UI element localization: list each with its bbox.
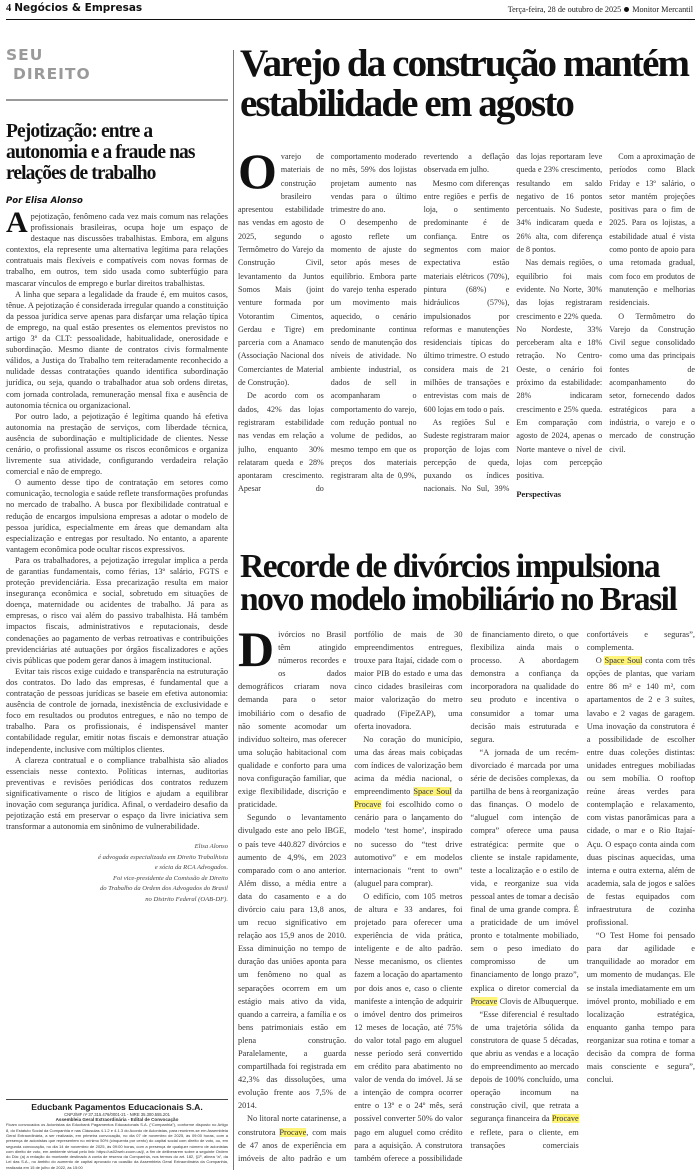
paragraph: No coração do município, uma das áreas mais cobiçadas com índices de valorização bem acima da média nacional, o empreendimento Space Soul da Procave foi escolhido como o cenário para o lançamento do modelo ‘test home’, inspirado no sucesso do “test drive automotivo” e em modelos internacionais “rent to own” (aluguel para comprar). xyxy=(354,734,463,888)
issue-date: Terça-feira, 28 de outubro de 2025 xyxy=(507,5,622,14)
kicker-line: DIREITO xyxy=(13,65,91,83)
paragraph: Mesmo com diferenças entre regiões e perfis de loja, o sentimento predominante é de confiança. Entre os segmentos com maior expectativa estão materiais elétricos (70%), pintura (68%) e hidráulicos (57%), impulsionados por reformas e manutenções residenciais típicas do último trimestre. O estudo considera mais de 21 milhões de transações e entrevistas com mais de 600 lojas em todo o país. xyxy=(423,178,510,414)
paragraph: De acordo com os dados, 42% das lojas registraram estabilidade nas vendas em relação a julho, enquanto 30% relataram queda e 28% apontaram crescimento. Apesar do comportamento moderado no mês, 59% dos lojistas projetam aumento nas vendas para o último trimestre do ano. xyxy=(238,152,417,494)
paragraph: A clareza contratual e o compliance trabalhista são aliados essenciais nesse contexto. Políticas internas, auditorias preventivas e revisões periódicas dos contratos reduzem significativamente o risco de litígios e ajudam a equilibrar inovação com segurança jurídica. Afinal, o verdadeiro desafio da pejotização está em preservar o espaço da livre iniciativa sem transformar a autonomia em sinônimo de vulnerabilidade. xyxy=(6,755,228,832)
paragraph: Por outro lado, a pejotização é legítima quando há efetiva autonomia na prestação de serviços, com liberdade técnica, ausência de subordinação e multiplicidade de clientes. Nesse cenário, o profissional assume os riscos econômicos e organiza livremente sua atividade, configurando verdadeira relação comercial e não de emprego. xyxy=(6,411,228,477)
column-divider xyxy=(233,50,234,1170)
paragraph: No litoral norte catarinense, a construtora Procave, com mais de 47 anos de experiência em imóveis de alto padrão e um portfólio de mais de 30 empreendimentos entregues, trouxe para Itajaí, cidade com o maior PIB do estado e uma das cinco cidades brasileiras com maior valorização do metro quadrado (FipeZAP), uma oferta inovadora. xyxy=(238,630,463,1163)
paragraph: “O Test Home foi pensado para dar agilidade e tranquilidade ao morador em um momento de mudanças. Ele se instala imediatamente em um imóvel pronto, mobiliado e em localização estratégica, enquanto ganha tempo para reorganizar sua rotina e tomar a decisão da compra de forma mais consciente e segura”, conclui. xyxy=(586,931,695,1085)
publication-name: Monitor Mercantil xyxy=(632,5,693,14)
bio-line: e sócia da RCA Advogados. xyxy=(154,864,228,872)
paragraph: O edifício, com 105 metros de altura e 33 andares, foi projetado para oferecer uma experiência de vida prática, inteligente e de alto padrão. Nesse mecanismo, os clientes fazem a locação do apartamento por dois anos e, caso o cliente manifeste a intenção de adquirir o imóvel dentro dos primeiros 12 meses de locação, até 75% do valor total pago em aluguel nesse período será convertido em crédito para abatimento no valor de venda do imóvel. Já se a intenção de compra ocorrer entre o 13º e o 24º mês, será possível converter 50% do valor pago em aluguel como crédito para a aquisição. A construtora também oferece a possibilidade de financiamento direto, o que flexibiliza ainda mais o processo. A abordagem demonstra a confiança da incorporadora na qualidade do seu produto e incentiva o consumidor a tomar uma decisão mais estruturada e segura. xyxy=(354,630,579,1163)
headline-line: estabilidade em agosto xyxy=(240,82,574,125)
bio-line: do Trabalho da Ordem dos Advogados do Brasil xyxy=(99,885,228,893)
bio-line: no Distrito Federal (OAB-DF). xyxy=(145,895,228,903)
bullet-icon xyxy=(624,7,629,12)
dateline xyxy=(508,5,693,14)
article-headline xyxy=(240,44,688,124)
highlighted-term: Space Soul xyxy=(604,656,643,666)
section-name: Negócios & Empresas xyxy=(14,2,143,14)
author-bio xyxy=(6,842,228,905)
paragraph: Divórcios no Brasil têm atingido números recordes e os dados demográficos criaram nova demanda para o setor imobiliário com o desafio de não somente acomodar um indivíduo solteiro, mas oferecer uma solução habitacional com qualidade e conforto para uma nova configuração familiar, que exige flexibilidade, discrição e praticidade. xyxy=(238,628,347,810)
highlighted-term: Space Soul xyxy=(413,787,452,797)
bio-line: é advogada especializada em Direito Trabalhista xyxy=(98,853,228,861)
paragraph: Com a aproximação de períodos como Black Friday e 13º salário, o setor mantém projeções positivas para o fim de 2025. Para os lojistas, a estabilidade atual é vista como ponto de apoio para uma retomada gradual, com foco em produtos de manutenção e melhorias residenciais. xyxy=(609,152,695,308)
subheading: Perspectivas xyxy=(516,490,562,500)
paragraph: O aumento desse tipo de contratação em setores como comunicação, tecnologia e saúde reflete transformações profundas no mercado de trabalho. A busca por flexibilidade contratual e redução de encargos impulsiona empresas a adotar o modelo de pessoa jurídica, especialmente em áreas que demandam alta especialização e entregas por resultado. No entanto, a aparente vantagem econômica pode ocultar riscos expressivos. xyxy=(6,478,228,554)
paragraph: O desempenho de agosto reflete um momento de ajuste do setor após meses de equilíbrio. Embora parte do varejo tenha esperado um movimento mais aquecido, o cenário predominante continua sendo de manutenção dos níveis de atividade. No ambiente industrial, os dados de sell in acompanharam o comportamento do varejo, com redução pontual no volume de pedidos, ao mesmo tempo em que os preços dos materiais registraram alta de 0,9%, revertendo a deflação observada em julho. xyxy=(330,152,510,481)
legal-notice xyxy=(6,1099,228,1170)
notice-company: Educbank Pagamentos Educacionais S.A. xyxy=(31,1102,203,1113)
bio-line: Elisa Alonso xyxy=(194,843,228,851)
byline: Por Elisa Alonso xyxy=(6,196,83,206)
page-number: 4 xyxy=(6,3,12,14)
paragraph: Ovarejo de materiais de construção brasileiro apresentou estabilidade nas vendas em agosto de 2025, segundo o Termômetro do Varejo da Construção Civil, levantamento da Juntos Somos Mais (joint venture formada por Votorantim Cimentos, Gerdau e Tigre) em parceria com a Anamaco (Associação Nacional dos Comerciantes de Material de Construção). xyxy=(238,150,324,388)
paragraph: Segundo o levantamento divulgado este ano pelo IBGE, o país teve 440.827 divórcios e aumento de 4,9%, em 2023 comparado com o ano anterior. Além disso, a média entre a data do casamento e a do divórcio caiu para 13,8 anos, um recuo significativo em relação aos 15,9 anos de 2010. Essa diminuição no tempo de duração das uniões aponta para um fenômeno no qual as separações ocorrem em um estágio mais ativo da vida, quando a carreira, a família e os bens patrimoniais estão em plena construção. Paralelamente, a guarda compartilhada foi registrada em 42,3% das dissoluções, uma evolução frente aos 7,5% de 2014. xyxy=(238,813,347,1111)
paragraph: “A jornada de um recém-divorciado é marcada por uma série de decisões complexas, da partilha de bens à reorganização das finanças. O modelo de “aluguel com intenção de compra” oferece uma pausa estratégica: permite que o cliente se instale rapidamente, teste a localização e o estilo de vida, e reorganize sua vida pessoal antes de tomar a decisão final de uma grande compra. É a praticidade de um imóvel pronto e totalmente mobiliado, sem o peso imediato do compromisso de um financiamento de longo prazo”, explica o diretor comercial da Procave Clovis de Albuquerque. xyxy=(470,747,579,1006)
notice-registry: CNPJ/MF nº 37.315.476/0001-21 - NIRE 35.300.555.201 xyxy=(64,1112,170,1118)
paragraph: “Esse diferencial é resultado de uma trajetória sólida da construtora de quase 5 décadas, que abriu as vendas e a locação do empreendimento ao mercado depois de 100% concluído, uma operação incomum na construção civil, que retrata a segurança financeira da Procave e reflete, para o cliente, em transações comerciais confortáveis e seguras”, complementa. xyxy=(470,630,695,1150)
highlighted-term: Procave xyxy=(354,800,382,810)
paragraph: O Space Soul conta com três opções de plantas, que variam entre 86 m² e 140 m², com apartamentos de 2 e 3 suítes, lavabo e 2 vagas de garagem. Uma inovação da construtora é a possibilidade de escolher entre duas coleções distintas: unidades entregues mobiliadas ou sem mobília. O rooftop reúne áreas verdes para contemplação e relaxamento, com vistas panorâmicas para a cidade, o mar e o Rio Itajaí-Açu. O espaço conta ainda com duas piscinas aquecidas, uma interna e outra externa, além de academia, sala de jogos e salões de festas equipados com infraestrutura de cozinha profissional. xyxy=(586,656,695,928)
section-title xyxy=(6,2,142,14)
column-body xyxy=(6,206,228,832)
kicker-line: SEU xyxy=(6,46,44,64)
column-kicker xyxy=(6,46,228,84)
spacer xyxy=(6,905,228,911)
opinion-column xyxy=(6,46,228,1170)
highlighted-term: Procave xyxy=(279,1127,307,1137)
paragraph: Apejotização, fenômeno cada vez mais comum nas relações profissionais brasileiras, ocupa hoje um espaço de destaque nas discussões trabalhistas. Embora, em alguns contextos, ela represente uma alternativa legítima para relações contratuais mais flexíveis e compatíveis com novas formas de trabalho, em outros, tem sido usada como subterfúgio para mascarar vínculos de emprego e burlar direitos trabalhistas. xyxy=(6,206,228,288)
headline-line: novo modelo imobiliário no Brasil xyxy=(240,581,677,618)
notice-body: Ficam convocados os Acionistas da Educbank Pagamentos Educacionais S.A. (“Companhia”), conforme disposto no Artigo 8, do Estatuto Social da Companhia e nas Cláusulas 4.1.2 e 4.1.3 do Acordo de Acionistas, para reunirem-se em Assembleia Geral Extraordinária, a ser realizada, em primeira convocação, no dia 07 de novembro de 2025, às 09:00 horas, com a presença de acionistas que representem no mínimo 50% (cinquenta por cento) do capital social com direito de voto, ou, em segunda convocação, no dia 14 de novembro de 2025, às 09:00 horas, com a presença de qualquer número de acionistas com direito de voto, em ambiente virtual pelo link: https://us02web.zoom.us/j/, a fim de deliberarem sobre a seguinte Ordem do Dia: (a) a redação do montante destinado à conta de reserva da Companhia, nos termos do art. 182, §1º, alínea “a”, da Lei das S.A., no âmbito do aumento de capital aprovado na ocasião da Assembleia Geral Extraordinária da Companhia, realizada em 15 de julho de 2022, às 15:00 xyxy=(6,1122,228,1170)
paragraph: As regiões Sul e Sudeste registraram maior proporção de lojas com percepção de queda, puxando os índices nacionais. No Sul, 39% das lojas reportaram leve queda e 23% crescimento, resultando em saldo negativo de 16 pontos percentuais. No Sudeste, 34% indicaram queda e 26% alta, com diferença de 8 pontos. xyxy=(423,152,603,494)
page-header xyxy=(6,0,695,20)
headline-line: Varejo da construção mantém xyxy=(240,42,689,85)
section-rule xyxy=(6,99,228,101)
paragraph: Para os trabalhadores, a pejotização irregular implica a perda de garantias fundamentais, como férias, 13º salário, FGTS e proteção previdenciária. Essa precarização resulta em maior insegurança econômica e social, sobretudo em situações de doença, maternidade ou acidentes de trabalho. Já para as empresas, o risco vai além do passivo trabalhista. Há também impactos fiscais, administrativos e reputacionais, desde condenações ao pagamento de verbas retroativas e contribuições previdenciárias até autuações por órgãos fiscalizadores e ações civis públicas que podem gerar danos à imagem institucional. xyxy=(6,555,228,665)
column-headline: Pejotização: entre a autonomia e a fraude nas relações de trabalho xyxy=(6,121,195,184)
article-headline xyxy=(240,550,676,616)
paragraph: A linha que separa a legalidade da fraude é, em muitos casos, tênue. A pejotização é considerada irregular quando a constituição da pessoa jurídica serve apenas para disfarçar uma relação típica de emprego, na qual estão presentes os elementos previstos no artigo 3º da CLT: pessoalidade, habitualidade, onerosidade e subordinação. Mesmo diante de contratos civis formalmente válidos, a Justiça do Trabalho tem reiteradamente reconhecido a nulidade dessas contratações quando identifica subordinação jurídica, ou seja, quando o trabalhador atua sob ordens diretas, com jornada controlada, remuneração mensal fixa e ausência de autonomia técnica ou organizacional. xyxy=(6,289,228,410)
notice-title: Assembleia Geral Extraordinária - Edital de Convocação xyxy=(55,1117,179,1123)
paragraph: Evitar tais riscos exige cuidado e transparência na estruturação dos contratos. Do lado das empresas, é fundamental que a contratação de pessoas jurídicas se baseie em efetiva autonomia: ausência de controle de jornada, inexistência de exclusividade e foco em resultados ou produtos entregues, e não no tempo de trabalho. Para os profissionais, é indispensável manter contabilidade regular, emitir notas fiscais e demonstrar atuação independente, inclusive com múltiplos clientes. xyxy=(6,666,228,754)
paragraph: Nas demais regiões, o equilíbrio foi mais evidente. No Norte, 30% das lojas registraram crescimento e 22% queda. No Nordeste, 33% perceberam alta e 18% retração. No Centro-Oeste, o cenário foi próximo da estabilidade: 28% indicaram crescimento e 25% queda. Em comparação com agosto de 2024, apenas o Norte manteve o nível de lojas com percepção positiva. xyxy=(516,258,603,481)
bio-line: Foi vice-presidente da Comissão de Direito xyxy=(112,874,228,882)
highlighted-term: Procave xyxy=(551,1114,579,1124)
article-body xyxy=(238,628,695,1170)
headline-line: Recorde de divórcios impulsiona xyxy=(240,548,660,585)
highlighted-term: Procave xyxy=(470,996,498,1006)
article-body xyxy=(238,150,695,507)
paragraph: O Termômetro do Varejo da Construção Civil segue consolidado como uma das principais fontes de acompanhamento do setor, fornecendo dados estratégicos para a indústria, o varejo e o mercado de construção civil. xyxy=(609,311,695,454)
